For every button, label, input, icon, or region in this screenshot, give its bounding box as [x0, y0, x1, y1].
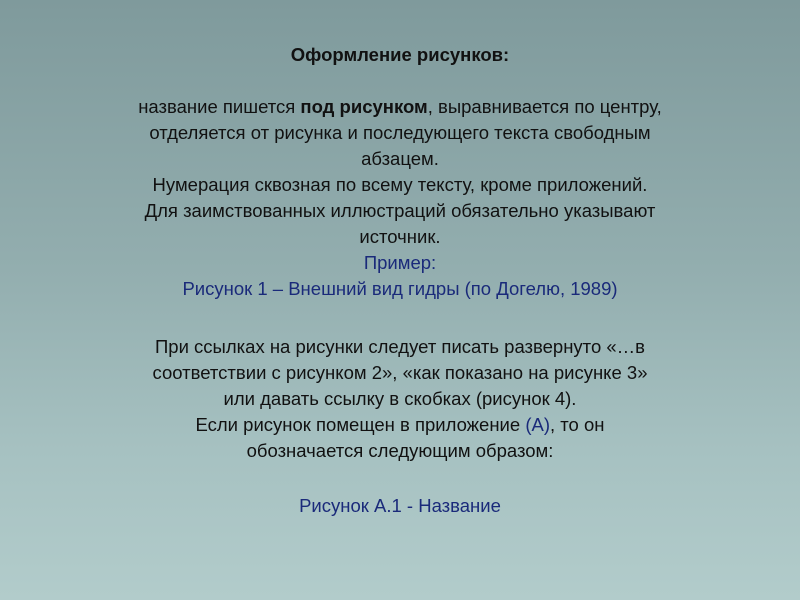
reference-line-1: При ссылках на рисунки следует писать развернуто «…в [155, 336, 645, 357]
reference-line-4-pre: Если рисунок помещен в приложение [195, 414, 526, 435]
slide-title: Оформление рисунков: [290, 44, 510, 65]
rule-line-3: абзацем. [361, 148, 439, 169]
reference-line-5: обозначается следующим образом: [246, 440, 554, 461]
figure-rules-block [60, 94, 740, 302]
rule-line-1-bold: под рисунком [300, 96, 428, 117]
rule-line-6: источник. [359, 226, 441, 247]
reference-line-4 [60, 412, 740, 438]
reference-line-4-post: , то он [550, 414, 605, 435]
rule-line-5: Для заимствованных иллюстраций обязательно указывают [144, 200, 656, 221]
figure-reference-block [60, 334, 740, 464]
reference-line-2: соответствии с рисунком 2», «как показано на рисунке 3» [152, 362, 648, 383]
rule-line-2: отделяется от рисунка и последующего текста свободным [149, 122, 651, 143]
appendix-caption: Рисунок А.1 - Название [299, 495, 501, 516]
example-caption: Рисунок 1 – Внешний вид гидры (по Догелю, 1989) [182, 278, 618, 299]
rule-line-1 [60, 94, 740, 120]
rule-line-1-post: , выравнивается по центру, [427, 96, 662, 117]
rule-line-4: Нумерация сквозная по всему тексту, кроме приложений. [152, 174, 648, 195]
reference-line-3: или давать ссылку в скобках (рисунок 4). [223, 388, 577, 409]
appendix-highlight: (А) [525, 414, 550, 435]
rule-line-1-pre: название пишется [138, 96, 301, 117]
example-label: Пример: [363, 252, 437, 273]
appendix-example-block [60, 493, 740, 519]
